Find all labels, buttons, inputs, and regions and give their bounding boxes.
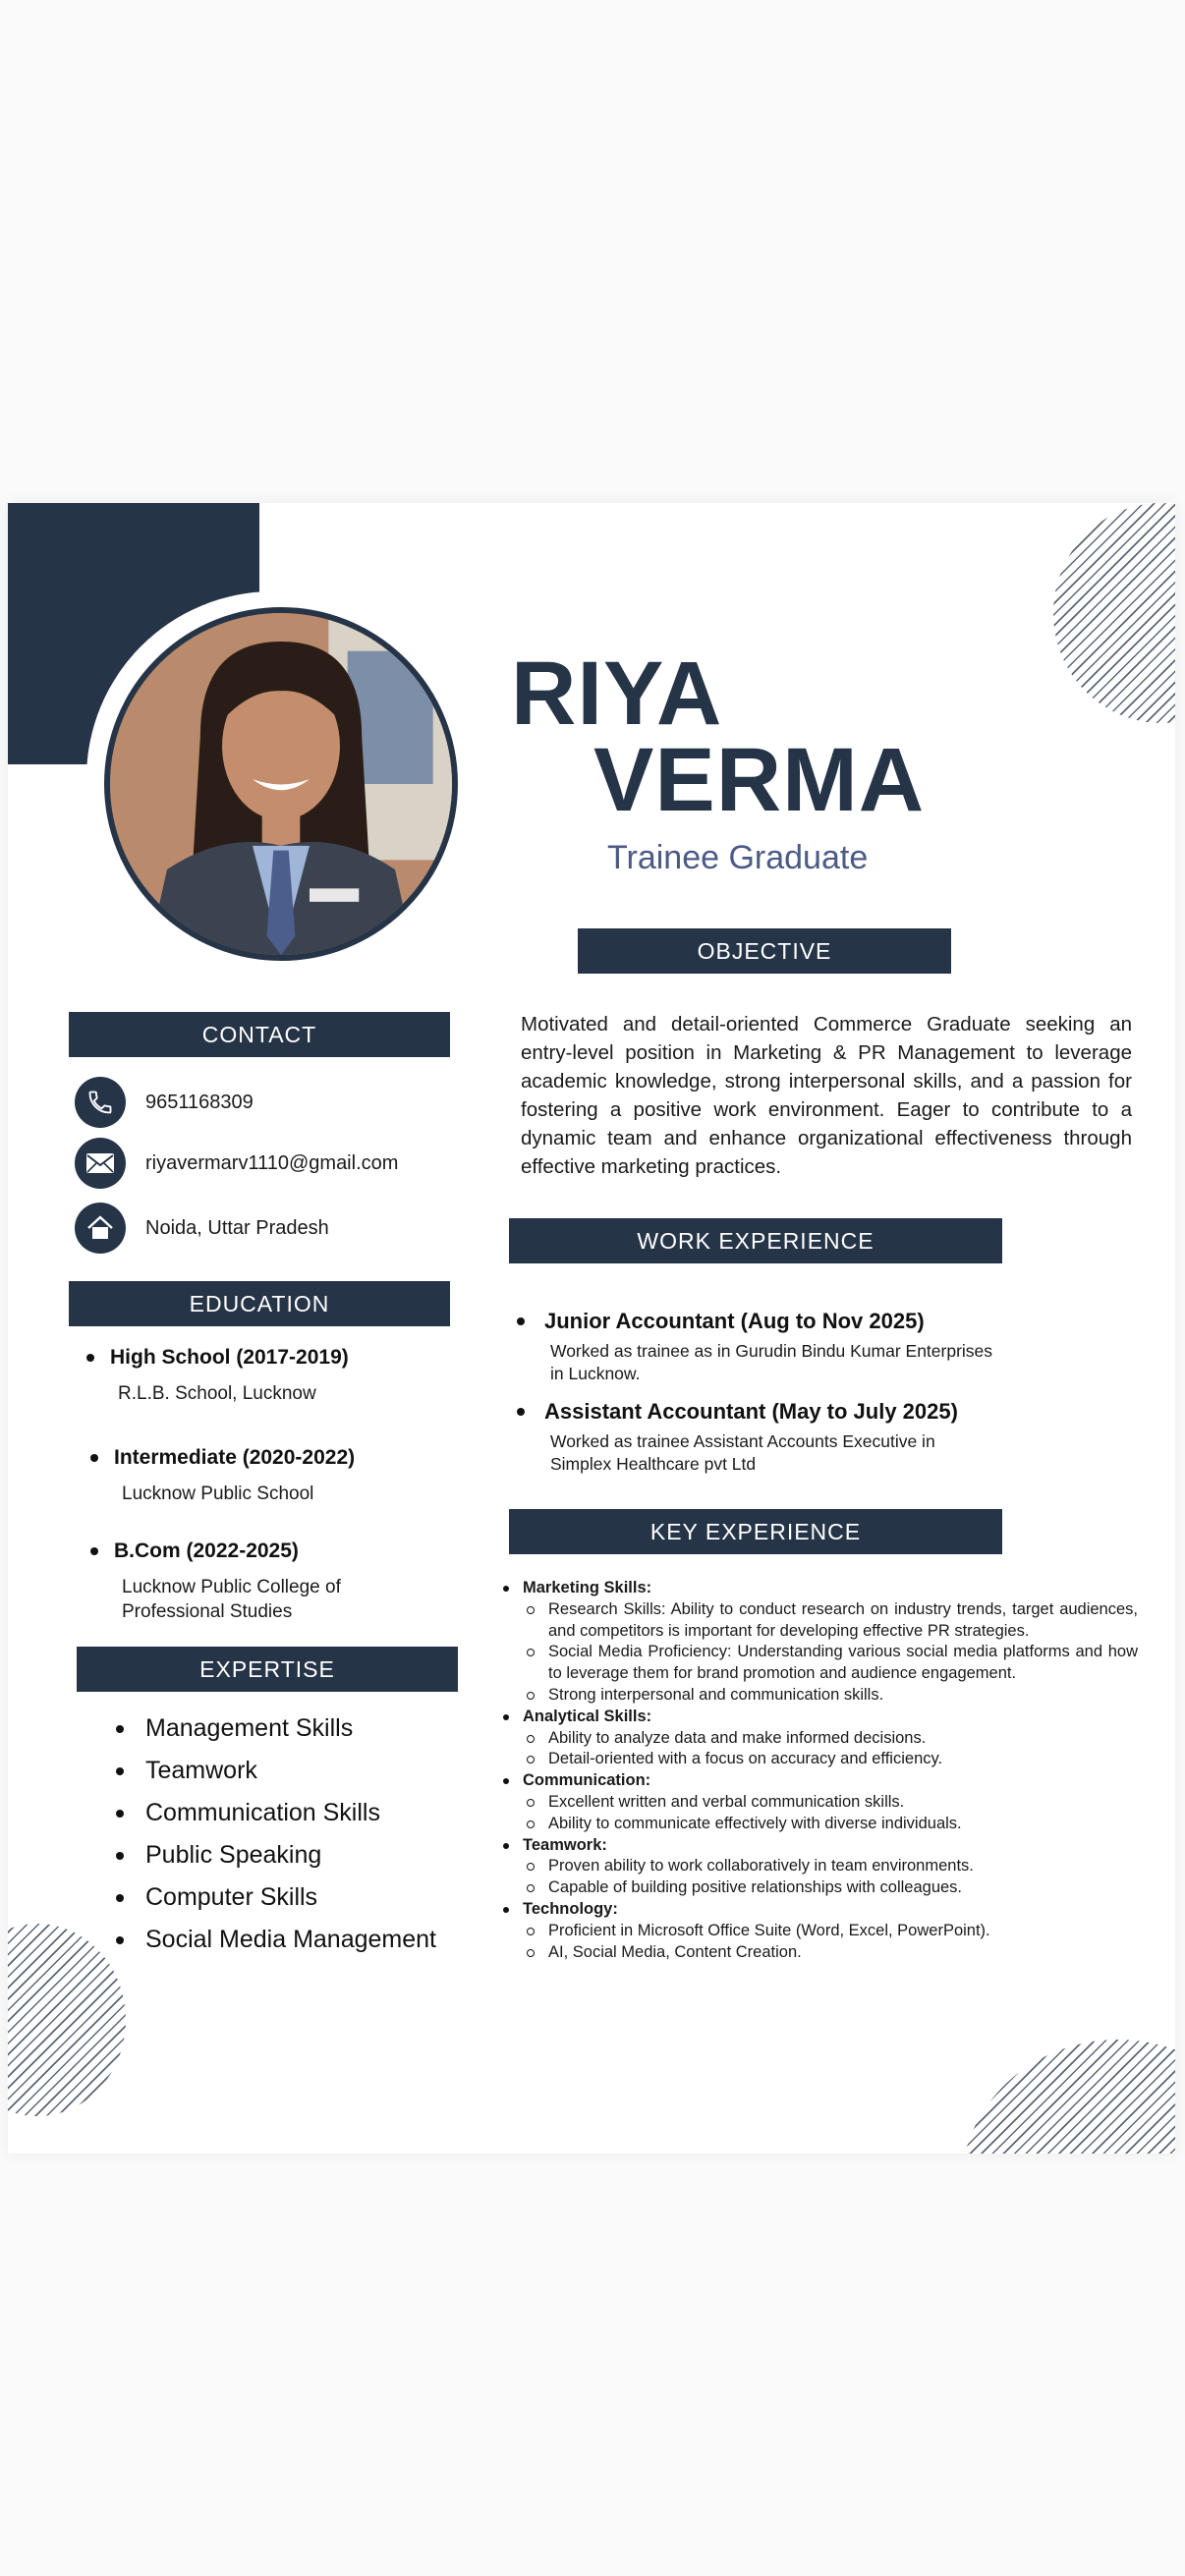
bullet: [527, 1863, 535, 1871]
bullet: [86, 1354, 94, 1362]
bullet: [116, 1852, 124, 1860]
objective-text: Motivated and detail-oriented Commerce Graduate seeking an entry-level position in Marketing & PR Management to leverage academic knowledge, strong interpersonal skills, and a passion for fostering a positive work environment. Eager to contribute to a dynamic team and enhance organizational effectiveness through effective marketing practices.: [521, 1013, 1132, 1178]
bullet: [116, 1767, 124, 1775]
bullet: [503, 1586, 509, 1592]
skill-item: [499, 1642, 1138, 1685]
bullet: [527, 1884, 535, 1892]
skill-category: [499, 1578, 1138, 1599]
skill-item: [499, 1942, 1138, 1964]
bullet: [517, 1408, 525, 1416]
skill-text: Proven ability to work collaboratively in team environments.: [548, 1857, 974, 1876]
work-heading: WORK EXPERIENCE: [509, 1218, 1002, 1263]
skill-item: [499, 1814, 1138, 1835]
skill-text: AI, Social Media, Content Creation.: [548, 1942, 802, 1961]
education-school: Lucknow Public School: [122, 1484, 314, 1504]
skill-item: [499, 1749, 1138, 1770]
skill-category-label: Teamwork:: [523, 1835, 607, 1854]
expertise-item: [116, 1919, 436, 1961]
last-name: VERMA: [593, 730, 926, 830]
skill-text: Social Media Proficiency: Understanding various social media platforms and how to leverage them for brand promotion and audience engagement.: [548, 1643, 1138, 1683]
bullet: [90, 1547, 98, 1555]
skill-text: Ability to analyze data and make informed decisions.: [548, 1728, 927, 1747]
bullet: [527, 1756, 535, 1764]
expertise-item: [116, 1834, 436, 1876]
work-entry: [517, 1399, 958, 1476]
work-description: Worked as trainee Assistant Accounts Executive in Simplex Healthcare pvt Ltd: [550, 1431, 935, 1474]
education-heading: EDUCATION: [69, 1281, 450, 1326]
contact-email: [75, 1138, 398, 1189]
work-entry: [517, 1309, 992, 1385]
profile-photo-illustration: [110, 613, 452, 955]
bullet: [503, 1778, 509, 1784]
skill-item: [499, 1921, 1138, 1942]
skill-text: Detail-oriented with a focus on accuracy and efficiency.: [548, 1750, 943, 1768]
bullet: [517, 1317, 525, 1325]
skill-item: [499, 1792, 1138, 1814]
expertise-item: [116, 1750, 436, 1792]
hatch-circle-bottom-left: [8, 1924, 126, 2116]
bullet: [527, 1735, 535, 1743]
skill-category-label: Marketing Skills:: [523, 1579, 652, 1596]
bullet: [527, 1949, 535, 1957]
email-address: riyavermarv1110@gmail.com: [145, 1151, 399, 1174]
skill-text: Strong interpersonal and communication skills.: [548, 1685, 884, 1704]
mail-icon: [75, 1138, 126, 1189]
education-title: B.Com (2022-2025): [114, 1540, 299, 1562]
expertise-list: [116, 1708, 436, 1961]
expertise-heading: EXPERTISE: [77, 1647, 458, 1692]
bullet: [116, 1894, 124, 1902]
bullet: [527, 1820, 535, 1828]
work-title: Assistant Accountant (May to July 2025): [544, 1399, 958, 1424]
bullet: [116, 1810, 124, 1818]
expertise-label: Management Skills: [145, 1714, 354, 1742]
bullet: [527, 1692, 535, 1700]
bullet: [503, 1843, 509, 1849]
skill-item: [499, 1856, 1138, 1877]
job-title: Trainee Graduate: [607, 839, 869, 876]
work-title: Junior Accountant (Aug to Nov 2025): [544, 1309, 925, 1333]
location-text: Noida, Uttar Pradesh: [145, 1216, 329, 1239]
candidate-name: [511, 644, 926, 830]
skill-text: Capable of building positive relationships with colleagues.: [548, 1878, 963, 1897]
contact-location: [75, 1203, 329, 1254]
hatch-circle-top-right: [1053, 503, 1175, 723]
bullet: [527, 1799, 535, 1807]
expertise-item: [116, 1708, 436, 1750]
bullet: [527, 1606, 535, 1614]
skill-category-label: Technology:: [523, 1899, 618, 1918]
skill-category: [499, 1899, 1138, 1921]
objective-heading: OBJECTIVE: [578, 928, 951, 974]
bullet: [527, 1928, 535, 1935]
education-title: Intermediate (2020-2022): [114, 1446, 356, 1469]
skill-item: [499, 1728, 1138, 1750]
skill-text: Ability to communicate effectively with diverse individuals.: [548, 1814, 962, 1832]
education-entry: [86, 1346, 349, 1406]
hatch-circle-bottom-right: [961, 2040, 1175, 2154]
bullet: [503, 1907, 509, 1913]
bullet: [527, 1649, 535, 1656]
education-school: R.L.B. School, Lucknow: [118, 1383, 316, 1404]
first-name: RIYA: [511, 644, 723, 744]
phone-number: 9651168309: [145, 1091, 254, 1113]
expertise-label: Computer Skills: [145, 1883, 318, 1911]
resume-sheet: [8, 503, 1175, 2154]
contact-phone: [75, 1077, 254, 1128]
work-description: Worked as trainee as in Gurudin Bindu Kumar Enterprises in Lucknow.: [550, 1341, 993, 1383]
bullet: [90, 1454, 98, 1462]
education-entry: [90, 1540, 405, 1624]
expertise-item: [116, 1876, 436, 1919]
skill-text: Research Skills: Ability to conduct research on industry trends, target audiences, and competitors is important for developing effective PR strategies.: [548, 1599, 1138, 1640]
expertise-label: Social Media Management: [145, 1926, 436, 1953]
bullet: [503, 1714, 509, 1720]
expertise-label: Public Speaking: [145, 1841, 322, 1869]
skill-category: [499, 1707, 1138, 1728]
education-title: High School (2017-2019): [110, 1346, 349, 1369]
expertise-label: Communication Skills: [145, 1799, 380, 1826]
key-experience-list: [499, 1578, 1138, 1963]
skill-item: [499, 1685, 1138, 1707]
skill-text: Proficient in Microsoft Office Suite (Word, Excel, PowerPoint).: [548, 1921, 990, 1939]
education-school: Lucknow Public College of Professional Studies: [122, 1577, 341, 1622]
skill-category: [499, 1835, 1138, 1857]
skill-category-label: Analytical Skills:: [523, 1707, 652, 1725]
education-entry: [90, 1446, 355, 1506]
skill-text: Excellent written and verbal communication skills.: [548, 1792, 905, 1811]
expertise-item: [116, 1792, 436, 1834]
skill-item: [499, 1599, 1138, 1643]
skill-item: [499, 1877, 1138, 1899]
skill-category-label: Communication:: [523, 1771, 651, 1790]
profile-photo: [104, 607, 458, 961]
expertise-label: Teamwork: [145, 1757, 257, 1784]
bullet: [116, 1725, 124, 1733]
home-icon: [75, 1203, 126, 1254]
contact-heading: CONTACT: [69, 1012, 450, 1057]
key-experience-heading: KEY EXPERIENCE: [509, 1509, 1002, 1554]
skill-category: [499, 1770, 1138, 1792]
bullet: [116, 1936, 124, 1944]
phone-icon: [75, 1077, 126, 1128]
